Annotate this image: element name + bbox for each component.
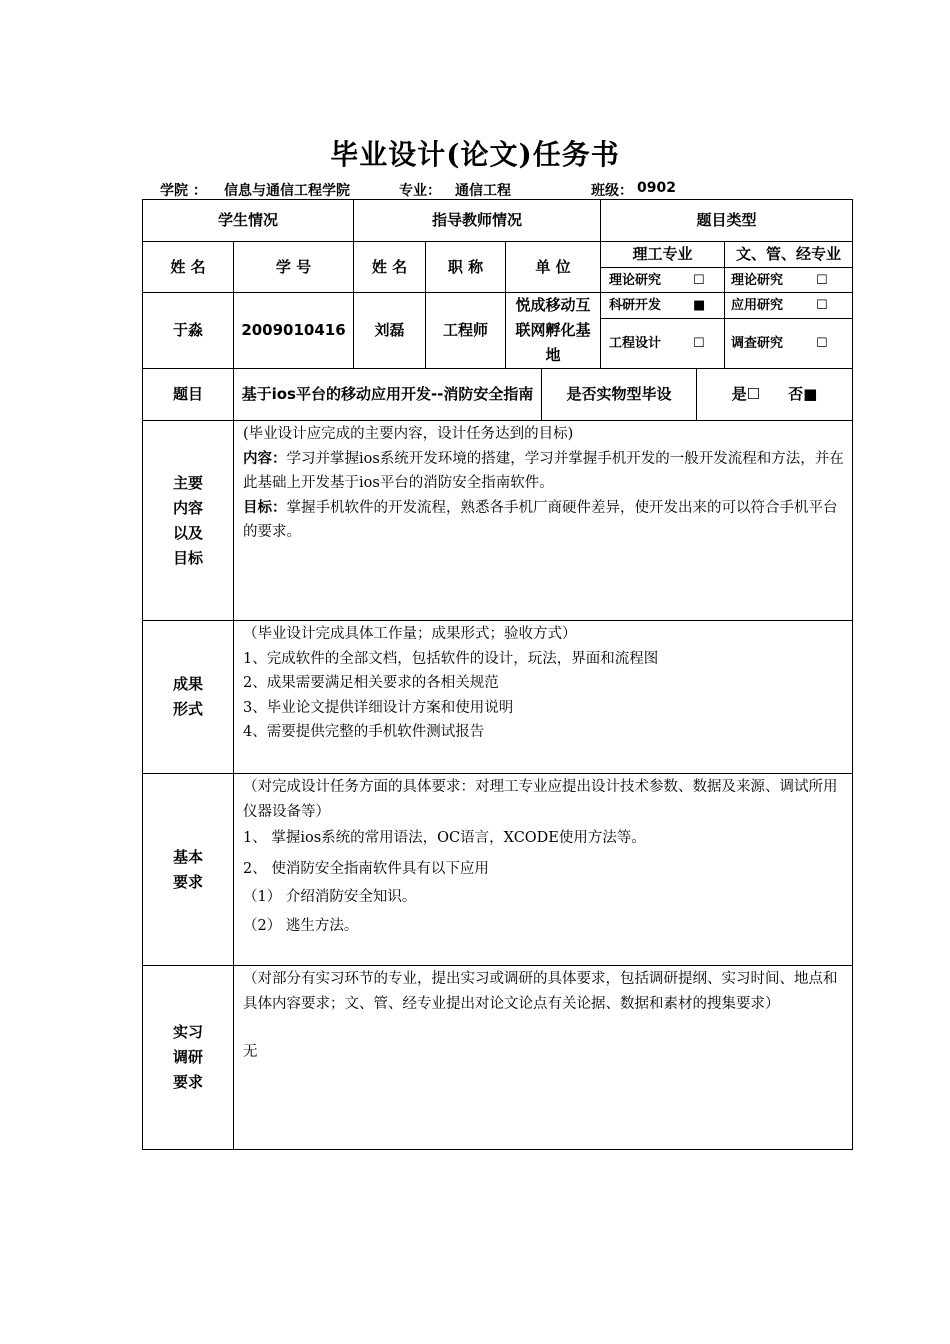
result-item: 4、需要提供完整的手机软件测试报告 [243,724,485,740]
major-value: 通信工程 [455,183,511,199]
teacher-name: 刘磊 [374,321,405,339]
result-hint: （毕业设计完成具体工作量；成果形式；验收方式） [243,626,577,642]
class-value: 0902 [637,180,676,196]
college-label: 学院 ： [160,183,207,199]
basic-req-body [243,775,845,938]
arts-type-3: 调查研究 ☐ [725,319,852,368]
sci-type-1: 理论研究 ☐ [601,268,724,292]
teacher-title: 工程师 [442,321,488,339]
main-content-label: 主要 内容 以及 目标 [172,473,203,567]
checkbox-icon: ☐ [816,298,828,313]
yes-option: 是☐ [731,385,761,403]
practice-hint: （对部分有实习环节的专业，提出实习或调研的具体要求，包括调研提纲、实习时间、地点和具体内容要求；文、管、经专业提出对论文论点有关论据、数据和素材的搜集要求） [243,971,838,1012]
teacher-name-header: 姓 名 [371,257,408,276]
arts-type-2: 应用研究 ☐ [725,293,852,318]
col-student-header: 学生情况 [217,211,278,229]
arts-major-header: 文、管、经专业 [735,245,841,263]
checkbox-icon: ■ [693,298,706,313]
main-content-text: 内容：学习并掌握ios系统开发环境的搭建，学习并掌握手机开发的一般开发流程和方法，并在此基础上开发基于ios平台的消防安全指南软件。 [243,450,844,491]
main-hint: (毕业设计应完成的主要内容，设计任务达到的目标) [243,426,574,442]
sci-type-3: 工程设计 ☐ [601,319,724,368]
name-header: 姓 名 [170,257,206,276]
id-header: 学 号 [275,257,312,276]
student-id: 2009010416 [241,321,346,339]
practice-content: 无 [243,1044,258,1060]
col-topic-type-header: 题目类型 [696,211,757,229]
basic-hint: （对完成设计任务方面的具体要求：对理工专业应提出设计技术参数、数据及来源、调试所用仪器设备等） [243,779,838,820]
result-item: 2、成果需要满足相关要求的各相关规范 [243,675,499,691]
no-option: 否■ [788,385,818,403]
main-goal-text: 目标：掌握手机软件的开发流程，熟悉各手机厂商硬件差异，使开发出来的可以符合手机平台的要求。 [243,499,838,540]
teacher-unit: 悦成移动互联网孵化基地 [515,296,591,364]
result-form-body [243,622,845,745]
checkbox-icon: ☐ [693,336,705,351]
page-title: 毕业设计(论文)任务书 [330,138,620,171]
result-item: 3、毕业论文提供详细设计方案和使用说明 [243,699,514,716]
sci-type-2: 科研开发 ■ [601,293,724,318]
basic-item: （1） 介绍消防安全知识。 [243,889,417,905]
topic-label: 题目 [172,385,203,403]
major-label: 专业： [399,183,441,199]
class-label: 班级： [591,183,633,199]
physical-choice [697,369,852,420]
teacher-title-header: 职 称 [447,257,484,276]
result-item: 1、完成软件的全部文档，包括软件的设计，玩法，界面和流程图 [243,650,659,667]
student-name: 于淼 [172,321,203,339]
arts-type-1: 理论研究 ☐ [725,268,852,292]
basic-item: 1、 掌握ios系统的常用语法，OC语言，XCODE使用方法等。 [243,830,646,846]
basic-req-label: 基本 要求 [172,847,203,891]
teacher-unit-header: 单 位 [535,257,571,276]
practice-req-label: 实习 调研 要求 [172,1023,203,1091]
result-form-label: 成果 形式 [172,675,203,718]
checkbox-icon: ☐ [816,272,828,288]
basic-item: 2、 使消防安全指南软件具有以下应用 [243,860,489,877]
checkbox-icon: ☐ [816,336,828,351]
basic-item: （2） 逃生方法。 [243,917,359,934]
physical-label: 是否实物型毕设 [566,385,672,403]
col-teacher-header: 指导教师情况 [431,211,522,229]
topic-title: 基于ios平台的移动应用开发--消防安全指南 [241,385,534,403]
practice-req-body [243,967,845,1065]
sci-major-header: 理工专业 [632,245,693,263]
checkbox-icon: ☐ [693,272,705,288]
college-value: 信息与通信工程学院 [224,183,350,199]
main-content-body [243,422,845,545]
